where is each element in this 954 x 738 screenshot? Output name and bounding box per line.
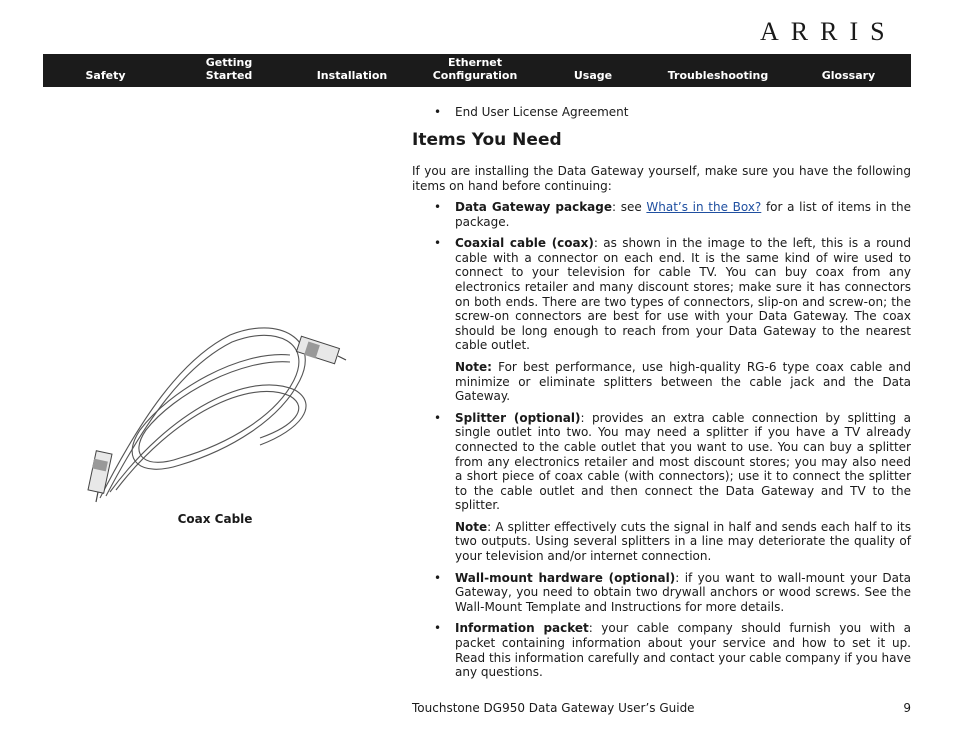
nav-troubleshooting[interactable]: Troubleshooting — [667, 69, 769, 82]
item-text: : your cable company should furnish you with a packet containing information about your service and how to set it up. Read this information carefully and contact your cable company if you have any questions. — [455, 621, 911, 680]
item-paragraph — [455, 571, 911, 615]
nav-installation[interactable]: Installation — [316, 69, 388, 82]
item-text: for a list of items in the package. — [455, 200, 911, 229]
item-term: Wall-mount hardware (optional) — [455, 570, 676, 585]
item-term: Information packet — [455, 621, 589, 636]
bullet-dot: • — [434, 570, 442, 585]
note-text: For best performance, use high-quality RG-6 type coax cable and minimize or eliminate splitters between the cable jack and the Data Gateway. — [455, 359, 911, 404]
item-text: : see — [612, 200, 647, 214]
list-item-wall-mount-hardware — [412, 571, 911, 615]
figure-caption: Coax Cable — [177, 512, 253, 526]
nav-ethernet-configuration[interactable]: Ethernet Configuration — [432, 56, 518, 82]
item-term: Splitter (optional) — [455, 410, 581, 425]
item-paragraph — [455, 411, 911, 513]
whats-in-the-box-link[interactable]: What’s in the Box? — [646, 200, 762, 214]
coax-connector-right — [297, 336, 346, 364]
logo-text: ARRIS — [760, 17, 897, 46]
note-label: Note — [455, 519, 488, 534]
bullet-dot: • — [434, 621, 442, 636]
list-item-data-gateway-package — [412, 200, 911, 229]
note-paragraph — [455, 360, 911, 404]
nav-safety[interactable]: Safety — [85, 69, 126, 82]
nav-glossary[interactable]: Glossary — [821, 69, 876, 82]
item-term: Data Gateway package — [455, 200, 613, 214]
items-list — [412, 200, 911, 687]
item-paragraph — [455, 236, 911, 353]
list-item-splitter — [412, 411, 911, 564]
intro-paragraph: If you are installing the Data Gateway yourself, make sure you have the following items on hand before continuing: — [412, 164, 911, 193]
note-text: : A splitter effectively cuts the signal in half and sends each half to its two outputs. Using several splitters in a line may deteriorate the quality of your television and/or internet connection. — [455, 519, 911, 564]
bullet-dot: • — [434, 200, 442, 214]
list-item-information-packet — [412, 621, 911, 679]
nav-usage[interactable]: Usage — [573, 69, 613, 82]
top-nav-bar — [43, 54, 911, 87]
bullet-dot: • — [434, 105, 442, 119]
footer-document-title: Touchstone DG950 Data Gateway User’s Guide — [412, 701, 695, 715]
page-number: 9 — [903, 701, 911, 715]
item-paragraph — [455, 621, 911, 679]
note-label: Note: — [455, 359, 492, 374]
coax-cable-illustration — [80, 320, 360, 510]
list-item-coaxial-cable — [412, 236, 911, 404]
item-text: : provides an extra cable connection by splitting a single outlet into two. You may need a splitter if you have a TV already connected to the cable outlet that you want to use. You can buy a splitter from any electronics retailer and most discount stores; you may also need a short piece of coax cable (with connectors); use it to connect the splitter to the cable outlet and then connect the Data Gateway and TV to the splitter. — [455, 410, 911, 513]
nav-getting-started[interactable]: Getting Started — [205, 56, 253, 82]
item-text: : as shown in the image to the left, this is a round cable with a connector on each end. It is the same kind of wire used to connect to your television for cable TV. You can buy coax from any electronics retailer and many discount stores; make sure it has connectors on both ends. There are two types of connectors, slip-on and screw-on; the screw-on connectors are best for use with your Data Gateway. The coax should be long enough to reach from your Data Gateway to the nearest cable outlet. — [455, 236, 911, 353]
top-bullet-text: End User License Agreement — [455, 105, 629, 119]
bullet-dot: • — [434, 236, 442, 251]
coax-connector-left — [88, 451, 112, 502]
bullet-dot: • — [434, 410, 442, 425]
section-heading: Items You Need — [412, 130, 562, 150]
item-paragraph — [455, 200, 911, 229]
arris-logo — [760, 17, 912, 46]
item-term: Coaxial cable (coax) — [455, 236, 594, 251]
note-paragraph — [455, 520, 911, 564]
item-text: : if you want to wall-mount your Data Gateway, you need to obtain two drywall anchors or wood screws. See the Wall-Mount Template and Instructions for more details. — [455, 570, 912, 614]
